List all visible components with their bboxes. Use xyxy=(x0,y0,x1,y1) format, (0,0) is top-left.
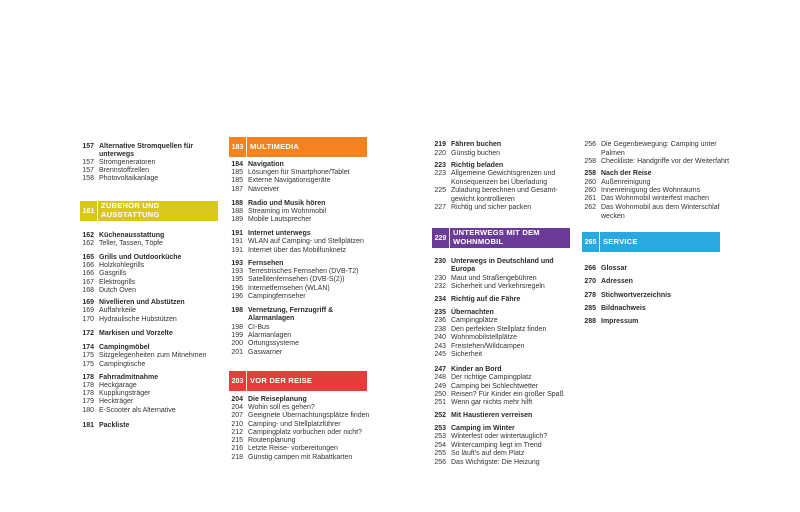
entry-title: Brennstoffzellen xyxy=(99,167,150,174)
section-title-line-1: ZUBEHÖR UND xyxy=(101,201,160,211)
entry-title: Allgemeine Gewichtsgrenzen und xyxy=(451,170,556,177)
entry-title: Radio und Musik hören xyxy=(248,200,326,207)
page-number: 168 xyxy=(82,287,94,294)
page-number: 198 xyxy=(231,324,243,331)
page-number: 191 xyxy=(231,247,243,254)
entry-title: Alternative Stromquellen für xyxy=(99,143,194,150)
page-number: 230 xyxy=(434,275,446,282)
section-title-line-1: UNTERWEGS MIT DEM xyxy=(453,228,540,238)
entry-title: E-Scooter als Alternative xyxy=(99,407,176,414)
page-number: 223 xyxy=(434,170,446,177)
page-number: 212 xyxy=(231,429,243,436)
page-number: 210 xyxy=(231,421,243,428)
page-number: 219 xyxy=(434,141,446,148)
entry-title: Internet über das Mobilfunknetz xyxy=(248,247,347,254)
entry-title: Richtig beladen xyxy=(451,162,504,169)
page-number: 187 xyxy=(231,186,243,193)
page-number: 225 xyxy=(434,187,446,194)
entry-title: Richtig und sicher packen xyxy=(451,204,532,211)
band-divider xyxy=(246,137,247,157)
page-number: 158 xyxy=(82,175,94,182)
page-number: 247 xyxy=(434,366,446,373)
page-number: 172 xyxy=(82,330,94,337)
page-number: 200 xyxy=(231,340,243,347)
section-band-service[interactable] xyxy=(582,232,720,252)
page-number: 270 xyxy=(584,278,596,285)
entry-title: Campingplätze xyxy=(451,317,498,324)
entry-title: Camping bei Schlechtwetter xyxy=(451,383,539,390)
entry-title: Außenreinigung xyxy=(601,179,651,186)
entry-title: Geeignete Übernachtungsplätze finden xyxy=(248,412,370,419)
section-title xyxy=(453,228,540,248)
entry-title: So läuft's auf dem Platz xyxy=(451,450,525,457)
page-number: 248 xyxy=(434,374,446,381)
entry-title: Küchenausstattung xyxy=(99,232,165,239)
entry-title: Dutch Oven xyxy=(99,287,136,294)
entry-title: Streaming im Wohnmobil xyxy=(248,208,327,215)
entry-title: Holzkohlegrills xyxy=(99,262,145,269)
page-number: 175 xyxy=(82,352,94,359)
page-number: 232 xyxy=(434,283,446,290)
entry-title: Camping- und Stellplatzführer xyxy=(248,421,341,428)
entry-title: Sicherheit xyxy=(451,351,483,358)
toc-column-2 xyxy=(229,0,374,512)
entry-title: Markisen und Vorzelte xyxy=(99,330,173,337)
page-number: 157 xyxy=(82,143,94,150)
page-number: 251 xyxy=(434,399,446,406)
page-number: 162 xyxy=(82,232,94,239)
section-title xyxy=(101,201,159,221)
page-number: 157 xyxy=(82,159,94,166)
page-number: 174 xyxy=(82,344,94,351)
page-number: 245 xyxy=(434,351,446,358)
entry-title: Letzte Reise- vorbereitungen xyxy=(248,445,338,452)
page-number: 234 xyxy=(434,296,446,303)
section-title-line-2: AUSSTATTUNG xyxy=(101,210,160,219)
entry-title: Freistehen/Wildcampen xyxy=(451,343,525,350)
entry-title: Kinder an Bord xyxy=(451,366,502,373)
entry-title: Mit Haustieren verreisen xyxy=(451,412,533,419)
entry-title: Ortungssysteme xyxy=(248,340,299,347)
entry-title: CI-Bus xyxy=(248,324,270,331)
entry-title: Gaswarner xyxy=(248,349,283,356)
entry-title: Internetfernsehen (WLAN) xyxy=(248,285,330,292)
entry-title: Adressen xyxy=(601,278,633,285)
page-number: 166 xyxy=(82,270,94,277)
entry-title: Die Reiseplanung xyxy=(248,396,307,403)
page-number: 169 xyxy=(82,299,94,306)
page-number: 204 xyxy=(231,404,243,411)
page-number: 191 xyxy=(231,230,243,237)
entry-title: Internet unterwegs xyxy=(248,230,311,237)
entry-title: Navigation xyxy=(248,161,284,168)
entry-title: Elektrogrills xyxy=(99,279,136,286)
entry-title: Checkliste: Handgriffe vor der Weiterfahrt xyxy=(601,158,730,165)
page-number: 195 xyxy=(231,276,243,283)
page-number: 220 xyxy=(434,150,446,157)
entry-title: Auffahrkeile xyxy=(99,307,136,314)
toc-column-4 xyxy=(582,0,732,512)
entry-title: Palmen xyxy=(601,150,625,157)
page-number: 178 xyxy=(82,374,94,381)
entry-title: Fahrradmitnahme xyxy=(99,374,159,381)
page-number: 230 xyxy=(434,258,446,265)
page-number: 184 xyxy=(231,161,243,168)
entry-title: Den perfekten Stellplatz finden xyxy=(451,326,547,333)
section-title-line-2: WOHNMOBIL xyxy=(453,237,504,246)
entry-title: Teller, Tassen, Töpfe xyxy=(99,240,163,247)
page-number: 235 xyxy=(434,309,446,316)
entry-title: WLAN auf Camping- und Stellplätzen xyxy=(248,238,364,245)
page-number: 198 xyxy=(231,307,243,314)
page-number: 238 xyxy=(434,326,446,333)
page-number: 175 xyxy=(82,361,94,368)
page-number: 207 xyxy=(231,412,243,419)
section-title: SERVICE xyxy=(603,236,638,246)
entry-title: Kupplungsträger xyxy=(99,390,151,397)
entry-title: Sicherheit und Verkehrsregeln xyxy=(451,283,545,290)
page-number: 196 xyxy=(231,285,243,292)
entry-title: Gasgrills xyxy=(99,270,127,277)
page-number: 193 xyxy=(231,268,243,275)
entry-title: Alarmanlagen xyxy=(248,332,292,339)
entry-title: Satellitenfernsehen (DVB-S(2)) xyxy=(248,276,345,283)
entry-title: Wohnmobilstellplätze xyxy=(451,334,518,341)
section-band-on-the-road[interactable] xyxy=(432,228,570,248)
entry-title: Stichwortverzeichnis xyxy=(601,292,672,299)
entry-title: Winterfest oder wintertauglich? xyxy=(451,433,548,440)
page-number: 167 xyxy=(82,279,94,286)
entry-title: Innenreinigung des Wohnraums xyxy=(601,187,701,194)
toc-column-3 xyxy=(432,0,582,512)
entry-title: Bildnachweis xyxy=(601,305,646,312)
page-number: 256 xyxy=(434,459,446,466)
section-title: MULTIMEDIA xyxy=(250,141,300,151)
section-number: 229 xyxy=(434,234,447,242)
entry-title: Das Wohnmobil aus dem Winterschlaf xyxy=(601,204,720,211)
page-number: 157 xyxy=(82,167,94,174)
page-number: 250 xyxy=(434,391,446,398)
page-number: 166 xyxy=(82,262,94,269)
entry-title: Heckträger xyxy=(99,398,134,405)
entry-title: Photovoltaikanlage xyxy=(99,175,159,182)
entry-title: Nivellieren und Abstützen xyxy=(99,299,185,306)
page-number: 253 xyxy=(434,425,446,432)
page-number: 191 xyxy=(231,238,243,245)
entry-title: Sitzgelegenheiten zum Mitnehmen xyxy=(99,352,207,359)
section-title: VOR DER REISE xyxy=(250,375,313,385)
page-number: 258 xyxy=(584,170,596,177)
page-number: 196 xyxy=(231,293,243,300)
entry-title: Günstig buchen xyxy=(451,150,501,157)
section-number: 161 xyxy=(82,207,95,215)
section-band-accessories[interactable] xyxy=(80,201,218,221)
entry-title: Fernsehen xyxy=(248,260,284,267)
page-number: 260 xyxy=(584,187,596,194)
band-divider xyxy=(246,371,247,391)
section-number: 203 xyxy=(231,377,244,385)
page-number: 178 xyxy=(82,382,94,389)
page-number: 243 xyxy=(434,343,446,350)
entry-title: Wohin soll es gehen? xyxy=(248,404,315,411)
section-band-multimedia[interactable] xyxy=(229,137,367,157)
entry-title: Übernachten xyxy=(451,309,494,316)
page-number: 162 xyxy=(82,240,94,247)
entry-title: Packliste xyxy=(99,422,130,429)
entry-title: Reisen? Für Kinder ein großer Spaß xyxy=(451,391,564,398)
page-number: 165 xyxy=(82,254,94,261)
page-number: 223 xyxy=(434,162,446,169)
page-number: 170 xyxy=(82,316,94,323)
entry-title: Stromgeneratoren xyxy=(99,159,156,166)
page-number: 188 xyxy=(231,208,243,215)
entry-title: Günstig campen mit Rabattkarten xyxy=(248,454,353,461)
band-divider xyxy=(599,232,600,252)
page-number: 266 xyxy=(584,265,596,272)
band-divider xyxy=(97,201,98,221)
page-number: 240 xyxy=(434,334,446,341)
page-number: 193 xyxy=(231,260,243,267)
entry-title: Konsequenzen bei Überladung xyxy=(451,179,548,186)
page-number: 180 xyxy=(82,407,94,414)
page-number: 252 xyxy=(434,412,446,419)
entry-title: Impressum xyxy=(601,318,639,325)
page-number: 218 xyxy=(231,454,243,461)
page-number: 181 xyxy=(82,422,94,429)
page-number: 285 xyxy=(584,305,596,312)
entry-title: Wintercamping liegt im Trend xyxy=(451,442,542,449)
entry-title: Die Gegenbewegung: Camping unter xyxy=(601,141,717,148)
page-number: 204 xyxy=(231,396,243,403)
toc-column-1 xyxy=(80,0,225,512)
entry-title: gewicht kontrollieren xyxy=(451,196,515,203)
page-number: 185 xyxy=(231,177,243,184)
entry-title: Das Wichtigste: Die Heizung xyxy=(451,459,540,466)
entry-title: Richtig auf die Fähre xyxy=(451,296,521,303)
entry-title: Das Wohnmobil winterfest machen xyxy=(601,195,710,202)
entry-title: Campingfernseher xyxy=(248,293,306,300)
entry-title: Heckgarage xyxy=(99,382,137,389)
page-number: 236 xyxy=(434,317,446,324)
page-number: 278 xyxy=(584,292,596,299)
page-number: 288 xyxy=(584,318,596,325)
page-number: 199 xyxy=(231,332,243,339)
entry-title: Campingmöbel xyxy=(99,344,150,351)
page-number: 261 xyxy=(584,195,596,202)
entry-title: Externe Navigationsgeräte xyxy=(248,177,331,184)
entry-title: Routenplanung xyxy=(248,437,296,444)
entry-title: Grills und Outdoorküche xyxy=(99,254,182,261)
entry-title: Mobile Lautsprecher xyxy=(248,216,312,223)
page-number: 216 xyxy=(231,445,243,452)
page-number: 249 xyxy=(434,383,446,390)
entry-title: Fähren buchen xyxy=(451,141,502,148)
page-number: 201 xyxy=(231,349,243,356)
entry-title: Glossar xyxy=(601,265,628,272)
page-number: 185 xyxy=(231,169,243,176)
entry-title: Alarmanlagen xyxy=(248,315,295,322)
entry-title: unterwegs xyxy=(99,151,135,158)
section-band-before-trip[interactable] xyxy=(229,371,367,391)
section-number: 183 xyxy=(231,143,244,151)
entry-title: Der richtige Campingplatz xyxy=(451,374,532,381)
entry-title: Terrestrisches Fernsehen (DVB-T2) xyxy=(248,268,359,275)
section-number: 265 xyxy=(584,238,597,246)
entry-title: Nach der Reise xyxy=(601,170,652,177)
entry-title: Hydraulische Hubstützen xyxy=(99,316,177,323)
page-number: 179 xyxy=(82,398,94,405)
page-number: 256 xyxy=(584,141,596,148)
entry-title: Navceiver xyxy=(248,186,280,193)
band-divider xyxy=(449,228,450,248)
page-number: 262 xyxy=(584,204,596,211)
entry-title: Unterwegs in Deutschland und xyxy=(451,258,554,265)
entry-title: Lösungen für Smartphone/Tablet xyxy=(248,169,350,176)
entry-title: Wenn gar nichts mehr hilft xyxy=(451,399,533,406)
page-number: 255 xyxy=(434,450,446,457)
page-number: 189 xyxy=(231,216,243,223)
page-number: 188 xyxy=(231,200,243,207)
page-number: 258 xyxy=(584,158,596,165)
page-number: 169 xyxy=(82,307,94,314)
entry-title: Maut und Straßengebühren xyxy=(451,275,537,282)
entry-title: Campingplatz vorbuchen oder nicht? xyxy=(248,429,363,436)
page-number: 260 xyxy=(584,179,596,186)
page-number: 215 xyxy=(231,437,243,444)
entry-title: Zuladung berechnen und Gesamt- xyxy=(451,187,558,194)
entry-title: Camping im Winter xyxy=(451,425,515,432)
page-number: 254 xyxy=(434,442,446,449)
page-number: 253 xyxy=(434,433,446,440)
entry-title: wecken xyxy=(601,213,625,220)
entry-title: Europa xyxy=(451,266,476,273)
entry-title: Campingtische xyxy=(99,361,146,368)
entry-title: Vernetzung, Fernzugriff & xyxy=(248,307,334,314)
page-number: 227 xyxy=(434,204,446,211)
page-number: 178 xyxy=(82,390,94,397)
